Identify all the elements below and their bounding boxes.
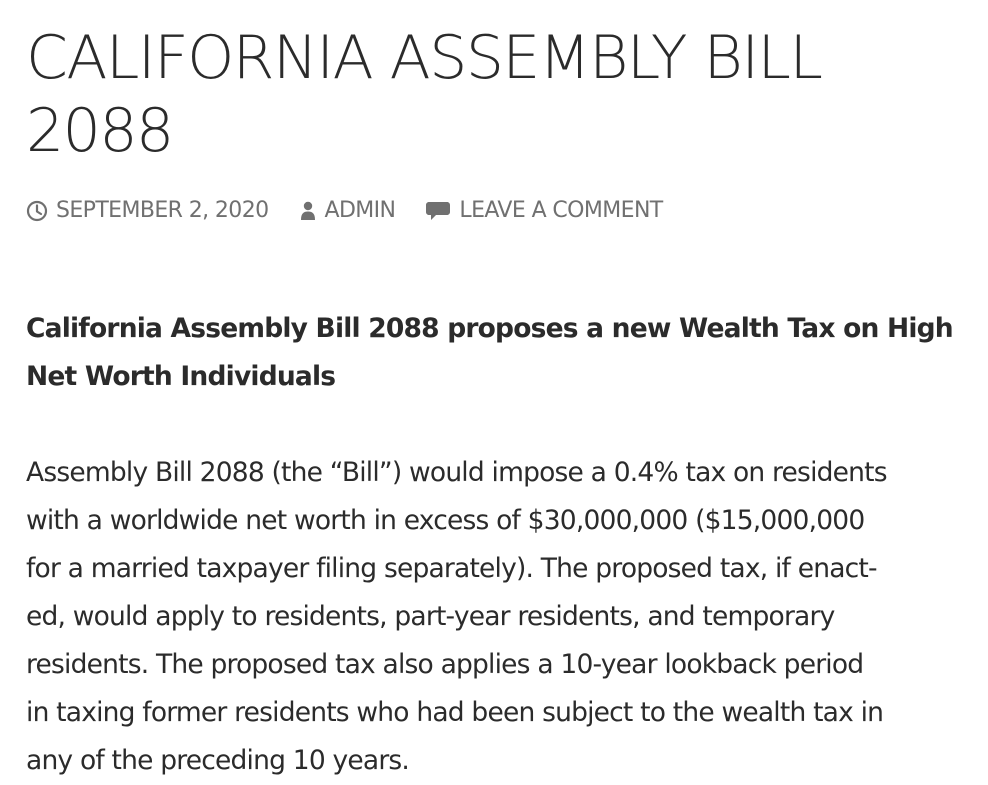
lead-line: California Assembly Bill 2088 proposes a new Wealth Tax on High — [26, 313, 953, 344]
body-line: residents. The proposed tax also applies a 10-year lookback period — [26, 649, 864, 680]
body-line: with a worldwide net worth in excess of $30,000,000 ($15,000,000 — [26, 505, 865, 536]
lead-line: Net Worth Individuals — [26, 361, 336, 392]
post-date[interactable]: SEPTEMBER 2, 2020 — [56, 198, 269, 223]
post-body-paragraph — [26, 449, 976, 785]
post-date-link[interactable] — [26, 198, 269, 223]
body-line: in taxing former residents who had been subject to the wealth tax in — [26, 697, 884, 728]
post-lead-heading — [26, 305, 976, 401]
post-title-line[interactable]: 2088 — [26, 96, 173, 166]
leave-comment-label[interactable]: LEAVE A COMMENT — [459, 198, 663, 223]
post-title[interactable] — [26, 22, 976, 168]
body-line: ed, would apply to residents, part-year residents, and temporary — [26, 601, 835, 632]
user-icon — [299, 200, 317, 222]
post-meta — [26, 198, 976, 223]
speech-bubble-icon — [425, 200, 451, 222]
post-title-line[interactable]: CALIFORNIA ASSEMBLY BILL — [26, 23, 822, 93]
post-author-link[interactable] — [299, 198, 396, 223]
leave-comment-link[interactable] — [425, 198, 662, 223]
body-line: for a married taxpayer filing separately). The proposed tax, if enact- — [26, 553, 877, 584]
blog-post — [26, 22, 976, 785]
post-author[interactable]: ADMIN — [324, 198, 396, 223]
body-line: any of the preceding 10 years. — [26, 745, 410, 776]
clock-icon — [26, 200, 48, 222]
body-line: Assembly Bill 2088 (the “Bill”) would impose a 0.4% tax on residents — [26, 457, 887, 488]
